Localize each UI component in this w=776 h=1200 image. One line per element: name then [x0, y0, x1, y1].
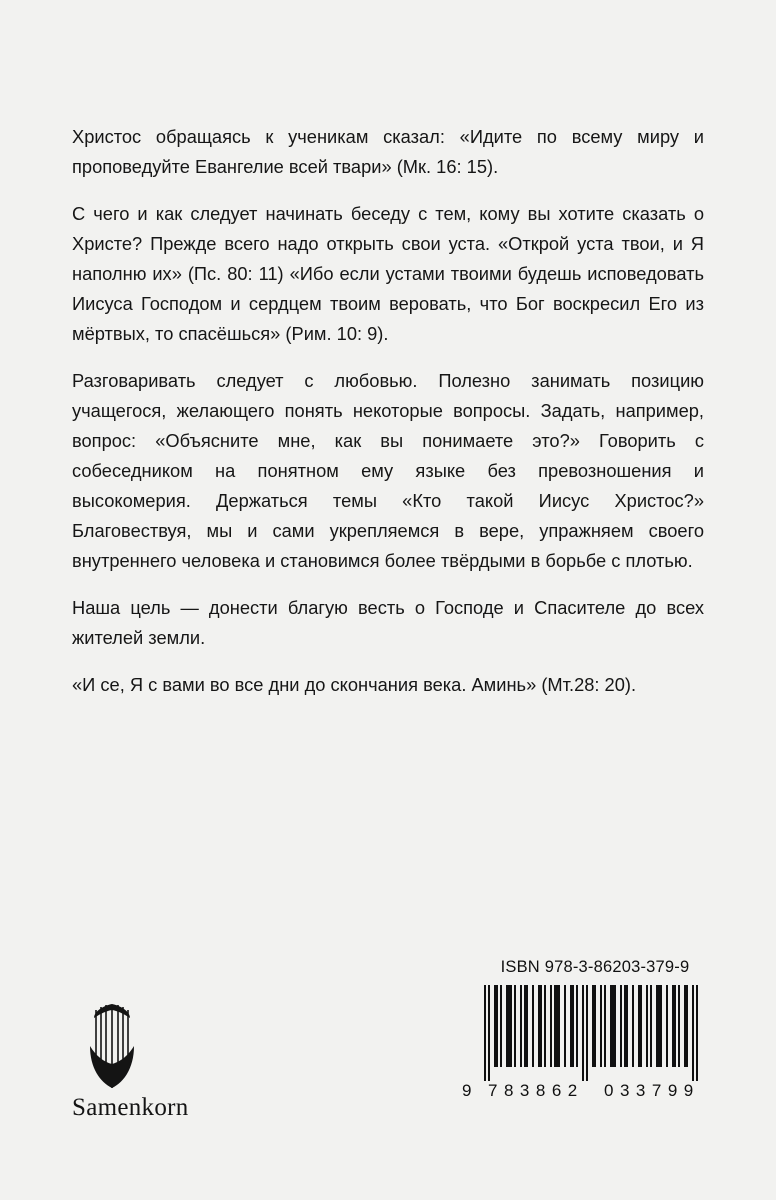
barcode-digits — [462, 1081, 714, 1105]
body-text — [72, 122, 704, 717]
barcode — [462, 985, 714, 1105]
wheat-ear-icon — [84, 1002, 140, 1088]
paragraph-5: «И се, Я с вами во все дни до скончания века. Аминь» (Мт.28: 20). — [72, 674, 637, 695]
barcode-bars-icon — [462, 985, 714, 1081]
cover-footer — [0, 940, 776, 1200]
paragraph-2: С чего и как следует начинать беседу с тем, кому вы хотите сказать о Христе? Прежде всего надо открыть свои уста. «Открой уста твои, и Я наполню их» (Пс. 80: 11) «Ибо если устами твоими будешь исповедовать Иисуса Господом и сердцем твоим веровать, что Бог воскресил Его из мёртвых, то спасёшься» (Рим. 10: 9). — [72, 203, 704, 344]
barcode-digits-left: 783862 — [488, 1081, 584, 1100]
paragraph-1: Христос обращаясь к ученикам сказал: «Идите по всему миру и проповедуйте Евангелие всей твари» (Мк. 16: 15). — [72, 126, 704, 177]
publisher-name: Samenkorn — [72, 1094, 189, 1121]
barcode-digit-prefix: 9 — [462, 1081, 472, 1100]
barcode-digits-right: 033799 — [604, 1081, 700, 1100]
isbn-label: ISBN 978-3-86203-379-9 — [500, 958, 690, 976]
paragraph-3: Разговаривать следует с любовью. Полезно занимать позицию учащегося, желающего понять некоторые вопросы. Задать, например, вопрос: «Объясните мне, как вы понимаете это?» Говорить с собеседником на понятном ему языке без превозношения и высокомерия. Держаться темы «Кто такой Иисус Христос?» Благовествуя, мы и сами укрепляемся в вере, упражняем своего внутреннего человека и становимся более твёрдыми в борьбе с плотью. — [72, 370, 704, 571]
paragraph-4: Наша цель — донести благую весть о Господе и Спасителе до всех жителей земли. — [72, 597, 704, 648]
publisher-logo — [72, 1002, 292, 1132]
